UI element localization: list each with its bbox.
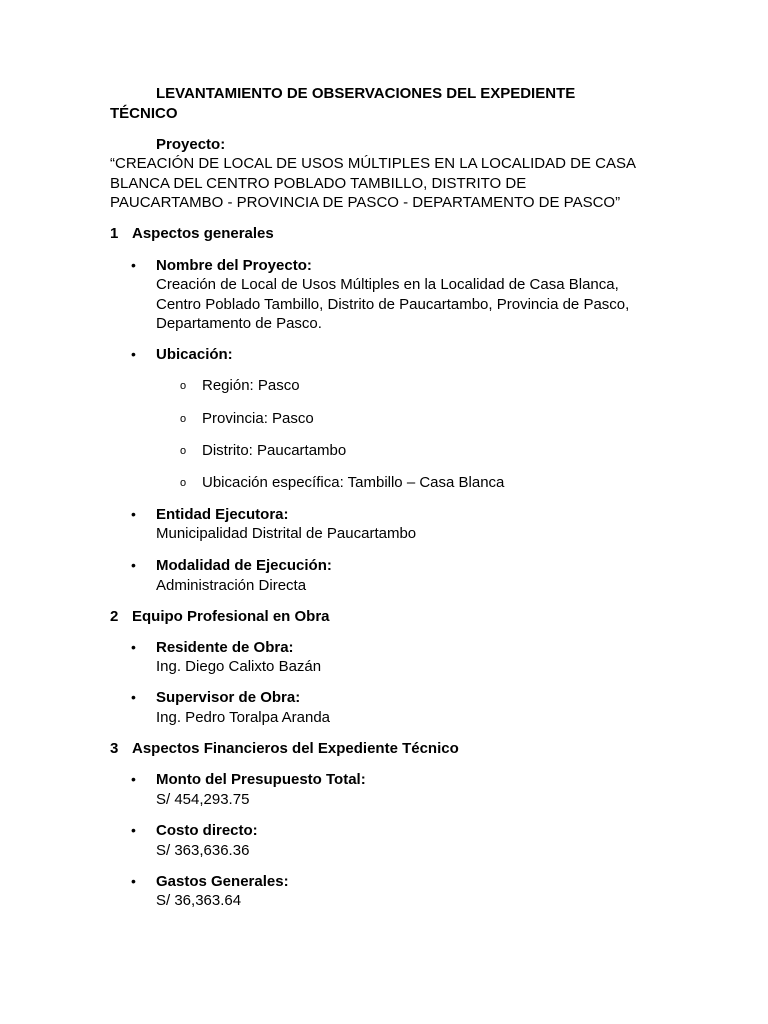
- item-label: Monto del Presupuesto Total:: [156, 771, 366, 788]
- bullet-icon: •: [131, 506, 136, 522]
- sub-item: Provincia: Pasco: [202, 410, 314, 427]
- item-label: Gastos Generales:: [156, 873, 289, 890]
- sub-item: Distrito: Paucartambo: [202, 442, 347, 459]
- project-name-line: PAUCARTAMBO - PROVINCIA DE PASCO - DEPARTAMENTO DE PASCO”: [110, 194, 621, 211]
- section-heading: Equipo Profesional en Obra: [132, 608, 330, 625]
- bullet-icon: •: [131, 873, 136, 889]
- project-name-line: “CREACIÓN DE LOCAL DE USOS MÚLTIPLES EN LA LOCALIDAD DE CASA: [110, 155, 636, 172]
- circle-bullet-icon: o: [180, 380, 187, 392]
- project-label: Proyecto:: [156, 136, 226, 153]
- item-label: Costo directo:: [156, 822, 258, 839]
- bullet-icon: •: [131, 557, 136, 573]
- item-label: Modalidad de Ejecución:: [156, 557, 332, 574]
- item-value: S/ 454,293.75: [156, 791, 250, 808]
- bullet-icon: •: [131, 346, 136, 362]
- item-value: S/ 36,363.64: [156, 892, 242, 909]
- bullet-icon: •: [131, 689, 136, 705]
- circle-bullet-icon: o: [180, 477, 187, 489]
- circle-bullet-icon: o: [180, 413, 187, 425]
- sub-item: Ubicación específica: Tambillo – Casa Blanca: [202, 474, 505, 491]
- bullet-icon: •: [131, 822, 136, 838]
- item-value: Ing. Pedro Toralpa Aranda: [156, 709, 331, 726]
- item-label: Ubicación:: [156, 346, 233, 363]
- section-number: 2: [110, 608, 119, 625]
- item-label: Nombre del Proyecto:: [156, 257, 312, 274]
- item-value: Administración Directa: [156, 577, 307, 594]
- item-value: Municipalidad Distrital de Paucartambo: [156, 525, 417, 542]
- section-heading: Aspectos Financieros del Expediente Técnico: [132, 740, 459, 757]
- item-label: Entidad Ejecutora:: [156, 506, 289, 523]
- item-value: Centro Poblado Tambillo, Distrito de Paucartambo, Provincia de Pasco,: [156, 296, 630, 313]
- item-value: Departamento de Pasco.: [156, 315, 322, 332]
- bullet-icon: •: [131, 639, 136, 655]
- sub-item: Región: Pasco: [202, 377, 300, 394]
- bullet-icon: •: [131, 257, 136, 273]
- project-name-line: BLANCA DEL CENTRO POBLADO TAMBILLO, DISTRITO DE: [110, 175, 527, 192]
- bullet-icon: •: [131, 771, 136, 787]
- item-label: Residente de Obra:: [156, 639, 294, 656]
- item-value: Ing. Diego Calixto Bazán: [156, 658, 322, 675]
- document-title-line1: LEVANTAMIENTO DE OBSERVACIONES DEL EXPEDIENTE: [156, 85, 576, 102]
- circle-bullet-icon: o: [180, 445, 187, 457]
- section-number: 1: [110, 225, 119, 242]
- item-value: S/ 363,636.36: [156, 842, 250, 859]
- item-value: Creación de Local de Usos Múltiples en la Localidad de Casa Blanca,: [156, 276, 619, 293]
- document-title-line2: TÉCNICO: [110, 105, 178, 122]
- item-label: Supervisor de Obra:: [156, 689, 301, 706]
- section-number: 3: [110, 740, 119, 757]
- section-heading: Aspectos generales: [132, 225, 274, 242]
